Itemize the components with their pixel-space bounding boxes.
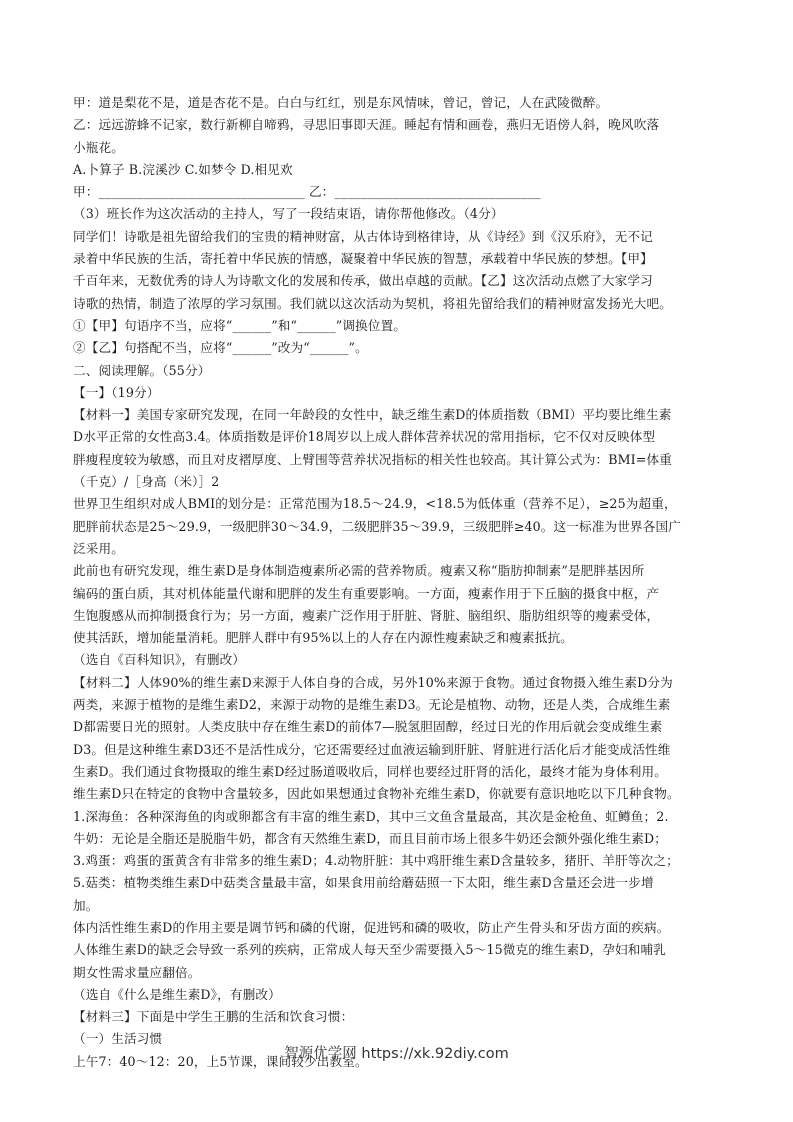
text-line: 千百年来，无数优秀的诗人为诗歌文化的发展和传承，做出卓越的贡献。【乙】这次活动点燃了大家学习 [73, 273, 653, 289]
source-note: （选自《百科知识》，有删改） [73, 652, 246, 668]
answer-blanks: 甲：________________________________ 乙：________________________________ [73, 184, 541, 200]
source-note: （选自《什么是维生素D》，有删改） [73, 986, 281, 1002]
section-heading: 【一】（19分） [73, 384, 160, 400]
footer-watermark: 智源优学网 https://xk.92diy.com [284, 1046, 509, 1062]
text-line: 生素D。我们通过食物摄取的维生素D经过肠道吸收后，同样也要经过肝肾的活化，最终才能为身体利用。 [73, 763, 667, 779]
text-line: 【材料三】下面是中学生王鹏的生活和饮食习惯： [73, 1009, 354, 1025]
text-line: （千克）/［身高（米）］2 [73, 474, 220, 490]
sub-question: ②【乙】句搭配不当，应将“______”改为“______”。 [73, 340, 368, 356]
text-line: 【材料二】人体90%的维生素D来源于人体自身的合成，另外10%来源于食物。通过食物摄入维生素D分为 [73, 674, 673, 690]
text-line: 甲：道是梨花不是，道是杏花不是。白白与红红，别是东风情味，曾记，曾记，人在武陵微醉。 [73, 95, 609, 110]
text-line: 编码的蛋白质，其对机体能量代谢和肥胖的发生有重要影响。一方面，瘦素作用于下丘脑的摄食中枢，产 [73, 585, 660, 601]
text-line: D3。但是这种维生素D3还不是活性成分，它还需要经过血液运输到肝脏、肾脏进行活化后才能变成活性维 [73, 741, 671, 757]
text-line: （一）生活习惯 [73, 1031, 163, 1047]
sub-question: ①【甲】句语序不当，应将“______”和“______”调换位置。 [73, 317, 407, 333]
text-line: 上午7：40～12：20，上5节课，课间较少出教室。 [73, 1053, 368, 1069]
text-line: 胖瘦程度较为敏感，而且对皮褶厚度、上臂围等营养状况指标的相关性也较高。其计算公式为：BMI=体重 [73, 451, 673, 467]
question-heading: （3）班长作为这次活动的主持人，写了一段结束语，请你帮他修改。（4分） [73, 206, 504, 222]
text-line: 加。 [73, 897, 99, 913]
text-line: 录着中华民族的生活，寄托着中华民族的情感，凝聚着中华民族的智慧，承载着中华民族的梦想。【甲】 [73, 251, 653, 267]
text-line: 诗歌的热情，制造了浓厚的学习氛围。我们就以这次活动为契机，将祖先留给我们的精神财富发扬光大吧。 [73, 295, 672, 311]
text-line: 两类，来源于植物的是维生素D2，来源于动物的是维生素D3。无论是植物、动物，还是人类，合成维生素 [73, 697, 671, 713]
text-line: 维生素D只在特定的食物中含量较多，因此如果想通过食物补充维生素D，你就要有意识地吃以下几种食物。 [73, 786, 680, 802]
text-line: 小瓶花。 [73, 139, 124, 155]
text-line: 牛奶：无论是全脂还是脱脂牛奶，都含有天然维生素D，而且目前市场上很多牛奶还会额外强化维生素D； [73, 830, 667, 846]
text-line: 肥胖前状态是25～29.9，一级肥胖30～34.9，二级肥胖35～39.9，三级肥胖≥40。这一标准为世界各国广 [73, 518, 681, 534]
text-line: 泛采用。 [73, 540, 124, 556]
text-line: 世界卫生组织对成人BMI的划分是：正常范围为18.5～24.9，<18.5为低体重（营养不足），≥25为超重， [73, 496, 677, 512]
text-line: 3.鸡蛋：鸡蛋的蛋黄含有非常多的维生素D；4.动物肝脏：其中鸡肝维生素D含量较多，猪肝、羊肝等次之； [73, 853, 679, 869]
text-line: 同学们！诗歌是祖先留给我们的宝贵的精神财富，从古体诗到格律诗，从《诗经》到《汉乐府》，无不记 [73, 228, 653, 244]
answer-options: A.卜算子 B.浣溪沙 C.如梦令 D.相见欢 [73, 161, 293, 177]
text-line: 【材料一】美国专家研究发现，在同一年龄段的女性中，缺乏维生素D的体质指数（BMI）平均要比维生素 [73, 407, 672, 423]
text-line: 此前也有研究发现，维生素D是身体制造瘦素所必需的营养物质。瘦素又称“脂肪抑制素”是肥胖基因所 [73, 563, 645, 579]
text-line: 乙：远远游蜂不记家，数行新柳自啼鸦，寻思旧事即天涯。睡起有情和画卷，燕归无语傍人斜，晚风吹落 [73, 117, 660, 133]
text-line: 生饱腹感从而抑制摄食行为；另一方面，瘦素广泛作用于肝脏、肾脏、脑组织、脂肪组织等的瘦素受体， [73, 607, 660, 623]
text-line: D都需要日光的照射。人类皮肤中存在维生素D的前体7—脱氢胆固醇，经过日光的作用后就会变成维生素 [73, 719, 663, 735]
section-heading: 二、阅读理解。（55分） [73, 362, 211, 378]
text-line: 5.菇类：植物类维生素D中菇类含量最丰富，如果食用前给蘑菇照一下太阳，维生素D含量还会进一步增 [73, 875, 654, 891]
text-line: 体内活性维生素D的作用主要是调节钙和磷的代谢，促进钙和磷的吸收，防止产生骨头和牙齿方面的疾病。 [73, 919, 670, 935]
text-line: D水平正常的女性高3.4。体质指数是评价18周岁以上成人群体营养状况的常用指标，它不仅对反映体型 [73, 429, 656, 445]
text-line: 1.深海鱼：各种深海鱼的肉或卵都含有丰富的维生素D，其中三文鱼含量最高，其次是金枪鱼、虹鳟鱼；2. [73, 808, 669, 824]
text-line: 期女性需求量应翻倍。 [73, 964, 201, 980]
document-body [73, 92, 723, 1073]
text-line: 人体维生素D的缺乏会导致一系列的疾病，正常成人每天至少需要摄入5～15微克的维生素D，孕妇和哺乳 [73, 942, 666, 958]
text-line: 使其活跃，增加能量消耗。肥胖人群中有95%以上的人存在内源性瘦素缺乏和瘦素抵抗。 [73, 630, 573, 646]
